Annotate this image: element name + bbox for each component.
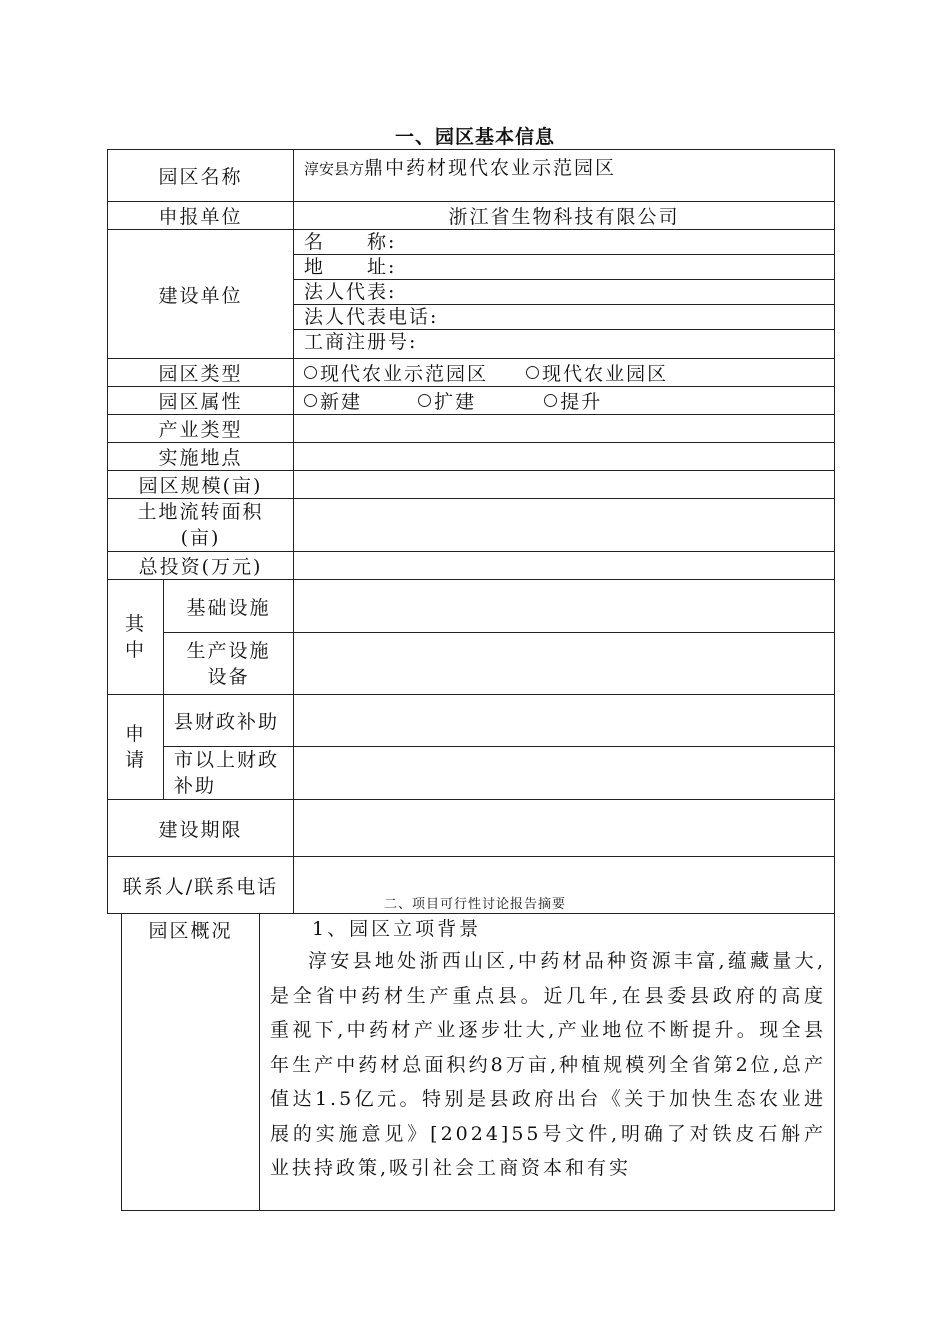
county-subsidy-label: 县财政补助 [164, 695, 294, 747]
among-label [108, 580, 164, 695]
section-title-basic-info: 一、园区基本信息 [394, 126, 555, 148]
land-transfer-label-line1: 土地流转面积 [137, 501, 264, 523]
production-value[interactable] [294, 633, 835, 695]
county-subsidy-value[interactable] [294, 695, 835, 747]
scale-value[interactable] [294, 471, 835, 499]
builder-address-field: 地 址: [294, 255, 834, 280]
applicant-label: 申报单位 [108, 202, 294, 230]
applicant-value: 浙江省生物科技有限公司 [294, 202, 835, 230]
land-transfer-label-line2: (亩) [180, 527, 221, 549]
infrastructure-value[interactable] [294, 580, 835, 633]
builder-legal-rep-field: 法人代表: [294, 280, 834, 305]
city-subsidy-value[interactable] [294, 747, 835, 800]
among-label-line2: 中 [124, 639, 146, 661]
period-label: 建设期限 [108, 800, 294, 857]
park-attr-option-upgrade: 提升 [560, 391, 603, 413]
city-subsidy-label-line2: 补助 [174, 775, 217, 797]
overview-content [260, 914, 835, 1211]
production-label-line2: 设备 [207, 665, 250, 688]
total-investment-value[interactable] [294, 552, 835, 580]
radio-circle-icon[interactable] [526, 366, 539, 379]
park-attr-options [294, 387, 835, 415]
park-name-cell [294, 150, 835, 202]
industry-type-value[interactable] [294, 415, 835, 443]
builder-label: 建设单位 [108, 230, 294, 359]
park-name-label: 园区名称 [108, 150, 294, 202]
park-type-option-demo: 现代农业示范园区 [320, 363, 489, 385]
feasibility-table [121, 913, 835, 1211]
park-type-option-park: 现代农业园区 [542, 363, 669, 385]
contact-label: 联系人/联系电话 [108, 857, 294, 914]
overview-subheading: 1、园区立项背景 [312, 918, 482, 940]
land-transfer-value[interactable] [294, 499, 835, 552]
radio-circle-icon[interactable] [544, 394, 557, 407]
land-transfer-label [108, 499, 294, 552]
city-subsidy-label [164, 747, 294, 800]
production-label [164, 633, 294, 695]
park-type-label: 园区类型 [108, 359, 294, 387]
park-attr-label: 园区属性 [108, 387, 294, 415]
builder-fields [294, 230, 835, 359]
overview-paragraph: 淳安县地处浙西山区,中药材品种资源丰富,蕴藏量大,是全省中药材生产重点县。近几年,在县委县政府的高度重视下,中药材产业逐步壮大,产业地位不断提升。现全县年生产中药材总面积约8万亩,种植规模列全省第2位,总产值达1.5亿元。特别是县政府出台《关于加快生态农业进展的实施意见》[2024]55号文件,明确了对铁皮石斛产业扶持政策,吸引社会工商资本和有实 [270, 950, 826, 1179]
scale-label: 园区规模(亩) [108, 471, 294, 499]
builder-legal-rep-phone-field: 法人代表电话: [294, 305, 834, 330]
park-attr-option-new: 新建 [320, 391, 363, 413]
radio-circle-icon[interactable] [304, 394, 317, 407]
park-type-options [294, 359, 835, 387]
park-attr-option-expand: 扩建 [434, 391, 477, 413]
industry-type-label: 产业类型 [108, 415, 294, 443]
production-label-line1: 生产设施 [186, 639, 271, 662]
park-name-value: 鼎中药材现代农业示范园区 [364, 157, 617, 179]
radio-circle-icon[interactable] [304, 366, 317, 379]
park-name-prefix: 淳安县方 [304, 160, 365, 178]
location-value[interactable] [294, 443, 835, 471]
section-title-feasibility: 二、项目可行性讨论报告摘要 [383, 897, 566, 912]
apply-label [108, 695, 164, 800]
radio-circle-icon[interactable] [418, 394, 431, 407]
period-value[interactable] [294, 800, 835, 857]
infrastructure-label: 基础设施 [164, 580, 294, 633]
city-subsidy-label-line1: 市以上财政 [174, 749, 280, 771]
basic-info-table [107, 149, 835, 914]
among-label-line1: 其 [124, 613, 146, 635]
builder-registration-field: 工商注册号: [304, 331, 418, 353]
apply-label-line2: 请 [124, 749, 146, 771]
location-label: 实施地点 [108, 443, 294, 471]
total-investment-label: 总投资(万元) [108, 552, 294, 580]
overview-label: 园区概况 [122, 914, 260, 1211]
builder-name-field: 名 称: [294, 230, 834, 255]
apply-label-line1: 申 [124, 723, 146, 745]
